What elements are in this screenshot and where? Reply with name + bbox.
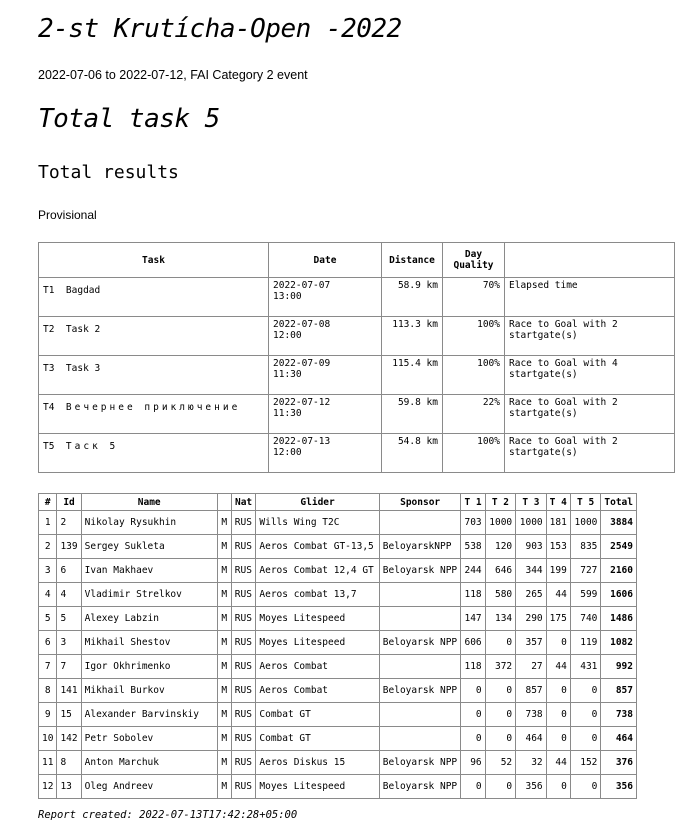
id-cell: 139: [57, 535, 81, 559]
id-cell: 2: [57, 511, 81, 535]
sponsor-cell: [379, 583, 461, 607]
competition-dates: 2022-07-06 to 2022-07-12, FAI Category 2 event: [38, 68, 308, 82]
nationality-cell: RUS: [231, 775, 256, 799]
tasks-table: [38, 242, 675, 473]
task-number: T3: [43, 363, 55, 374]
pilot-name: Igor Okhrimenko: [81, 655, 217, 679]
sex-cell: M: [217, 559, 231, 583]
t3-score: 356: [516, 775, 547, 799]
total-score: 356: [601, 775, 637, 799]
task-row: [39, 356, 675, 395]
results-header-cell: [217, 494, 231, 511]
glider-cell: Wills Wing T2C: [256, 511, 379, 535]
sex-cell: M: [217, 655, 231, 679]
t4-score: 44: [546, 583, 570, 607]
t5-score: 740: [570, 607, 601, 631]
sex-cell: M: [217, 727, 231, 751]
results-header-row: [39, 494, 637, 511]
id-cell: 13: [57, 775, 81, 799]
nationality-cell: RUS: [231, 535, 256, 559]
task-distance: 58.9 km: [397, 280, 438, 291]
rank-cell: 10: [39, 727, 57, 751]
results-header-cell: T 2: [485, 494, 516, 511]
task-distance: 59.8 km: [397, 397, 438, 408]
t3-score: 290: [516, 607, 547, 631]
tasks-header-row: [39, 243, 675, 278]
t4-score: 0: [546, 727, 570, 751]
glider-cell: Moyes Litespeed: [256, 775, 379, 799]
sex-cell: M: [217, 511, 231, 535]
sponsor-cell: [379, 655, 461, 679]
results-header-cell: T 5: [570, 494, 601, 511]
sex-cell: M: [217, 679, 231, 703]
nationality-cell: RUS: [231, 751, 256, 775]
total-score: 2549: [601, 535, 637, 559]
id-cell: 7: [57, 655, 81, 679]
t1-score: 0: [461, 679, 485, 703]
rank-cell: 2: [39, 535, 57, 559]
total-score: 376: [601, 751, 637, 775]
results-header-cell: T 3: [516, 494, 547, 511]
task-day-quality: 70%: [482, 280, 500, 291]
sponsor-cell: [379, 703, 461, 727]
sponsor-cell: Beloyarsk NPP: [379, 631, 461, 655]
result-row: [39, 727, 637, 751]
id-cell: 6: [57, 559, 81, 583]
t1-score: 703: [461, 511, 485, 535]
glider-cell: Combat GT: [256, 703, 379, 727]
results-header-cell: T 1: [461, 494, 485, 511]
t5-score: 0: [570, 775, 601, 799]
sponsor-cell: Beloyarsk NPP: [379, 679, 461, 703]
tasks-header-distance: Distance: [382, 243, 443, 278]
total-score: 2160: [601, 559, 637, 583]
t3-score: 903: [516, 535, 547, 559]
results-header-cell: Glider: [256, 494, 379, 511]
t2-score: 580: [485, 583, 516, 607]
sponsor-cell: [379, 511, 461, 535]
sex-cell: M: [217, 583, 231, 607]
t3-score: 1000: [516, 511, 547, 535]
task-row: [39, 317, 675, 356]
task-time: 12:00: [273, 330, 302, 341]
nationality-cell: RUS: [231, 703, 256, 727]
task-name: Task 3: [65, 363, 101, 374]
t4-score: 181: [546, 511, 570, 535]
task-day-quality: 22%: [482, 397, 500, 408]
nationality-cell: RUS: [231, 631, 256, 655]
glider-cell: Combat GT: [256, 727, 379, 751]
t4-score: 0: [546, 703, 570, 727]
pilot-name: Mikhail Burkov: [81, 679, 217, 703]
results-header-cell: Sponsor: [379, 494, 461, 511]
pilot-name: Oleg Andreev: [81, 775, 217, 799]
result-row: [39, 751, 637, 775]
id-cell: 142: [57, 727, 81, 751]
task-type: Race to Goal with 2 startgate(s): [509, 397, 618, 419]
t1-score: 0: [461, 703, 485, 727]
pilot-name: Alexander Barvinskiy: [81, 703, 217, 727]
task-name: Таск 5: [65, 441, 119, 452]
t5-score: 119: [570, 631, 601, 655]
glider-cell: Aeros combat 13,7: [256, 583, 379, 607]
t2-score: 0: [485, 727, 516, 751]
rank-cell: 3: [39, 559, 57, 583]
t5-score: 835: [570, 535, 601, 559]
sex-cell: M: [217, 775, 231, 799]
task-time: 13:00: [273, 291, 302, 302]
t2-score: 0: [485, 703, 516, 727]
glider-cell: Aeros Diskus 15: [256, 751, 379, 775]
t2-score: 0: [485, 679, 516, 703]
task-number: T2: [43, 324, 55, 335]
nationality-cell: RUS: [231, 607, 256, 631]
task-date: 2022-07-07: [273, 280, 331, 291]
rank-cell: 5: [39, 607, 57, 631]
t3-score: 344: [516, 559, 547, 583]
sponsor-cell: Beloyarsk NPP: [379, 775, 461, 799]
result-row: [39, 631, 637, 655]
task-row: [39, 395, 675, 434]
t3-score: 464: [516, 727, 547, 751]
glider-cell: Aeros Combat GT-13,5: [256, 535, 379, 559]
total-score: 1082: [601, 631, 637, 655]
rank-cell: 11: [39, 751, 57, 775]
result-row: [39, 775, 637, 799]
status-text: Provisional: [38, 208, 97, 222]
results-header-cell: Id: [57, 494, 81, 511]
t2-score: 646: [485, 559, 516, 583]
total-score: 464: [601, 727, 637, 751]
competition-title: 2-st Krutícha-Open -2022: [38, 14, 402, 44]
rank-cell: 8: [39, 679, 57, 703]
sponsor-cell: Beloyarsk NPP: [379, 751, 461, 775]
task-name: Task 2: [65, 324, 101, 335]
glider-cell: Moyes Litespeed: [256, 631, 379, 655]
tasks-header-type: [505, 243, 675, 278]
task-type: Elapsed time: [509, 280, 578, 291]
t5-score: 727: [570, 559, 601, 583]
nationality-cell: RUS: [231, 679, 256, 703]
task-date: 2022-07-12: [273, 397, 331, 408]
rank-cell: 1: [39, 511, 57, 535]
t5-score: 599: [570, 583, 601, 607]
total-score: 3884: [601, 511, 637, 535]
t1-score: 538: [461, 535, 485, 559]
tasks-header-task: Task: [39, 243, 269, 278]
task-number: T4: [43, 402, 55, 413]
pilot-name: Petr Sobolev: [81, 727, 217, 751]
t1-score: 118: [461, 583, 485, 607]
task-time: 11:30: [273, 369, 302, 380]
sponsor-cell: [379, 607, 461, 631]
total-score: 992: [601, 655, 637, 679]
t3-score: 265: [516, 583, 547, 607]
t3-score: 32: [516, 751, 547, 775]
task-date: 2022-07-09: [273, 358, 331, 369]
results-header-cell: Name: [81, 494, 217, 511]
total-score: 738: [601, 703, 637, 727]
results-header-cell: Total: [601, 494, 637, 511]
tasks-header-date: Date: [269, 243, 382, 278]
results-header-cell: Nat: [231, 494, 256, 511]
rank-cell: 7: [39, 655, 57, 679]
sex-cell: M: [217, 703, 231, 727]
tasks-body: [39, 278, 675, 473]
glider-cell: Moyes Litespeed: [256, 607, 379, 631]
task-type: Race to Goal with 2 startgate(s): [509, 436, 618, 458]
total-score: 1486: [601, 607, 637, 631]
t4-score: 44: [546, 751, 570, 775]
sex-cell: M: [217, 607, 231, 631]
results-heading: Total results: [38, 162, 179, 183]
t4-score: 153: [546, 535, 570, 559]
t1-score: 0: [461, 727, 485, 751]
t3-score: 27: [516, 655, 547, 679]
task-type: Race to Goal with 4 startgate(s): [509, 358, 618, 380]
task-name: Вечернее приключение: [65, 402, 241, 413]
task-time: 12:00: [273, 447, 302, 458]
task-date: 2022-07-08: [273, 319, 331, 330]
result-row: [39, 655, 637, 679]
task-distance: 115.4 km: [392, 358, 438, 369]
sex-cell: M: [217, 631, 231, 655]
sex-cell: M: [217, 751, 231, 775]
t2-score: 52: [485, 751, 516, 775]
report-created: Report created: 2022-07-13T17:42:28+05:00: [38, 809, 298, 821]
sponsor-cell: Beloyarsk NPP: [379, 559, 461, 583]
task-type: Race to Goal with 2 startgate(s): [509, 319, 618, 341]
t2-score: 120: [485, 535, 516, 559]
nationality-cell: RUS: [231, 727, 256, 751]
sponsor-cell: BeloyarskNPP: [379, 535, 461, 559]
glider-cell: Aeros Combat 12,4 GT: [256, 559, 379, 583]
rank-cell: 6: [39, 631, 57, 655]
results-table: [38, 493, 637, 799]
results-body: [39, 511, 637, 799]
id-cell: 15: [57, 703, 81, 727]
t4-score: 0: [546, 631, 570, 655]
results-header-cell: #: [39, 494, 57, 511]
t3-score: 857: [516, 679, 547, 703]
id-cell: 8: [57, 751, 81, 775]
task-day-quality: 100%: [477, 358, 500, 369]
result-row: [39, 703, 637, 727]
id-cell: 3: [57, 631, 81, 655]
t4-score: 0: [546, 775, 570, 799]
result-row: [39, 607, 637, 631]
t3-score: 738: [516, 703, 547, 727]
task-day-quality: 100%: [477, 436, 500, 447]
result-row: [39, 583, 637, 607]
sex-cell: M: [217, 535, 231, 559]
task-day-quality: 100%: [477, 319, 500, 330]
t3-score: 357: [516, 631, 547, 655]
pilot-name: Alexey Labzin: [81, 607, 217, 631]
nationality-cell: RUS: [231, 511, 256, 535]
task-number: T1: [43, 285, 55, 296]
tasks-header-day-quality: Day Quality: [443, 243, 505, 278]
task-row: [39, 434, 675, 473]
task-date: 2022-07-13: [273, 436, 331, 447]
rank-cell: 9: [39, 703, 57, 727]
nationality-cell: RUS: [231, 559, 256, 583]
t1-score: 96: [461, 751, 485, 775]
t2-score: 1000: [485, 511, 516, 535]
t2-score: 0: [485, 775, 516, 799]
id-cell: 141: [57, 679, 81, 703]
total-score: 1606: [601, 583, 637, 607]
t4-score: 44: [546, 655, 570, 679]
t4-score: 199: [546, 559, 570, 583]
glider-cell: Aeros Combat: [256, 655, 379, 679]
t1-score: 244: [461, 559, 485, 583]
nationality-cell: RUS: [231, 583, 256, 607]
task-distance: 113.3 km: [392, 319, 438, 330]
t1-score: 118: [461, 655, 485, 679]
t2-score: 372: [485, 655, 516, 679]
result-row: [39, 535, 637, 559]
rank-cell: 12: [39, 775, 57, 799]
id-cell: 4: [57, 583, 81, 607]
id-cell: 5: [57, 607, 81, 631]
t4-score: 175: [546, 607, 570, 631]
pilot-name: Nikolay Rysukhin: [81, 511, 217, 535]
t4-score: 0: [546, 679, 570, 703]
t1-score: 0: [461, 775, 485, 799]
t5-score: 431: [570, 655, 601, 679]
t2-score: 134: [485, 607, 516, 631]
rank-cell: 4: [39, 583, 57, 607]
pilot-name: Sergey Sukleta: [81, 535, 217, 559]
task-distance: 54.8 km: [397, 436, 438, 447]
task-row: [39, 278, 675, 317]
sponsor-cell: [379, 727, 461, 751]
result-row: [39, 511, 637, 535]
result-row: [39, 559, 637, 583]
task-title: Total task 5: [38, 104, 220, 134]
t5-score: 0: [570, 727, 601, 751]
task-time: 11:30: [273, 408, 302, 419]
t2-score: 0: [485, 631, 516, 655]
task-name: Bagdad: [65, 285, 101, 296]
nationality-cell: RUS: [231, 655, 256, 679]
pilot-name: Mikhail Shestov: [81, 631, 217, 655]
t5-score: 0: [570, 679, 601, 703]
t1-score: 606: [461, 631, 485, 655]
result-row: [39, 679, 637, 703]
t5-score: 1000: [570, 511, 601, 535]
pilot-name: Anton Marchuk: [81, 751, 217, 775]
pilot-name: Vladimir Strelkov: [81, 583, 217, 607]
results-header-cell: T 4: [546, 494, 570, 511]
t5-score: 152: [570, 751, 601, 775]
task-number: T5: [43, 441, 55, 452]
total-score: 857: [601, 679, 637, 703]
t1-score: 147: [461, 607, 485, 631]
glider-cell: Aeros Combat: [256, 679, 379, 703]
t5-score: 0: [570, 703, 601, 727]
pilot-name: Ivan Makhaev: [81, 559, 217, 583]
